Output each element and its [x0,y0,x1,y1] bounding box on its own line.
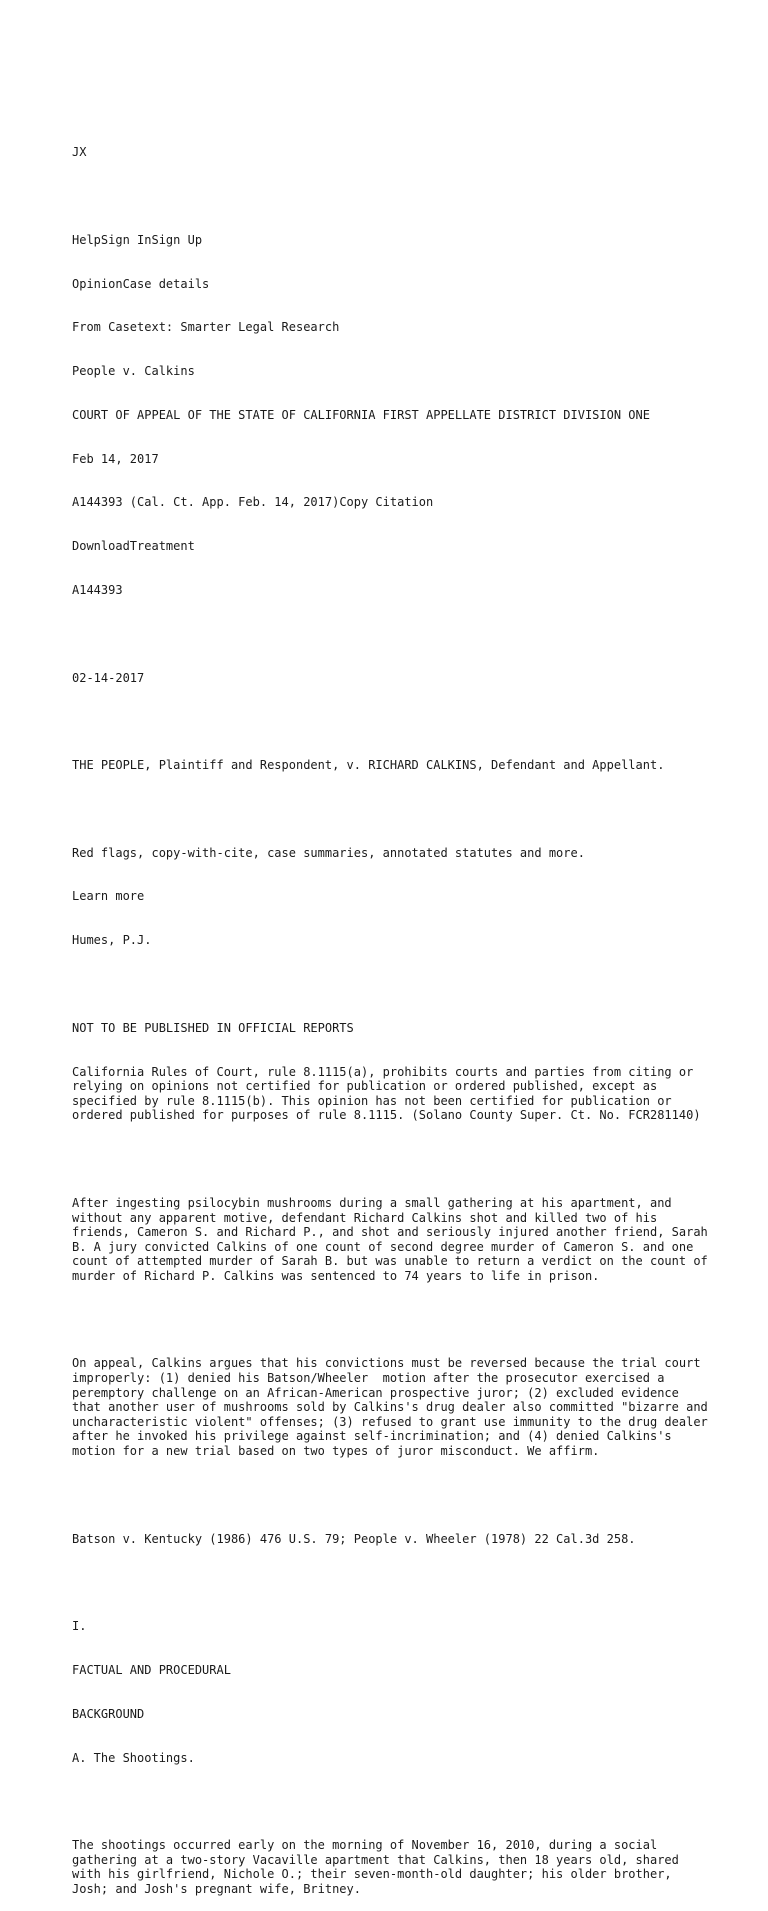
parties: THE PEOPLE, Plaintiff and Respondent, v. RICHARD CALKINS, Defendant and Appellant. [72,758,665,773]
help-link[interactable]: Help [72,232,101,247]
opinion-paragraph: The shootings occurred early on the morning of November 16, 2010, during a social gathering at a two-story Vacaville apartment that Calkins, then 18 years old, shared with his girlfriend, Nichole O.; their seven-month-old daughter; his older brother, Josh; and Josh's pregnant wife, Britney. [72,1838,687,1896]
actions-line [72,539,712,554]
copy-citation-button[interactable]: Copy Citation [339,495,434,510]
publication-heading: NOT TO BE PUBLISHED IN OFFICIAL REPORTS [72,1020,354,1035]
promo-text: Red flags, copy-with-cite, case summaries, annotated statutes and more. [72,845,585,860]
footnote: Batson v. Kentucky (1986) 476 U.S. 79; People v. Wheeler (1978) 22 Cal.3d 258. [72,1531,636,1546]
judge-name: Humes, P.J. [72,933,152,948]
tab-case-details[interactable]: Case details [122,276,210,291]
site-logo[interactable]: JX [72,145,87,160]
opinion-paragraph: On appeal, Calkins argues that his convictions must be reversed because the trial court improperly: (1) denied his Batson/Wheeler motion after the prosecutor exercised a peremptory challenge on an African-American prospective juror; (2) excluded evidence that another user of mushrooms sold by Calkins's drug dealer also committed "bizarre and uncharacteristic violent" offenses; (3) refused to grant use immunity to the drug dealer after he invoked his privilege against self-incrimination; and (4) denied Calkins's motion for a new trial based on two types of juror misconduct. We affirm. [72,1356,715,1459]
court-name: COURT OF APPEAL OF THE STATE OF CALIFORNIA FIRST APPELLATE DISTRICT DIVISION ONE [72,407,650,422]
citation-text: A144393 (Cal. Ct. App. Feb. 14, 2017) [72,495,340,510]
learn-more-link[interactable]: Learn more [72,889,145,904]
opinion-page [72,116,715,1911]
tab-opinion[interactable]: Opinion [72,276,123,291]
tab-bar [72,277,712,292]
top-nav [72,233,712,248]
source-line: From Casetext: Smarter Legal Research [72,320,340,335]
sign-up-link[interactable]: Sign Up [151,232,203,247]
opinion-paragraph: After ingesting psilocybin mushrooms during a small gathering at his apartment, and without any apparent motive, defendant Richard Calkins shot and killed two of his friends, Cameron S. and Richard P., and shot and seriously injured another friend, Sarah B. A jury convicted Calkins of one count of second degree murder of Cameron S. and one count of attempted murder of Sarah B. but was unable to return a verdict on the count of murder of Richard P. Calkins was sentenced to 74 years to life in prison. [72,1195,715,1283]
section-title-line-1: FACTUAL AND PROCEDURAL [72,1662,231,1677]
subsection-title: A. The Shootings. [72,1750,195,1765]
sign-in-link[interactable]: Sign In [100,232,152,247]
decision-date-display: Feb 14, 2017 [72,451,159,466]
treatment-button[interactable]: Treatment [129,539,195,554]
section-title-line-2: BACKGROUND [72,1706,145,1721]
download-button[interactable]: Download [72,539,130,554]
section-number: I. [72,1619,87,1634]
decision-date: 02-14-2017 [72,670,145,685]
citation-line [72,495,712,510]
docket-number: A144393 [72,583,123,597]
case-name: People v. Calkins [72,364,195,379]
publication-notice: California Rules of Court, rule 8.1115(a), prohibits courts and parties from citing or relying on opinions not certified for publication or ordered published, except as specified by rule 8.1115(b). This opinion has not been certified for publication or ordered published for purposes of rule 8.1115. (Solano County Super. Ct. No. FCR281140) [72,1064,701,1123]
